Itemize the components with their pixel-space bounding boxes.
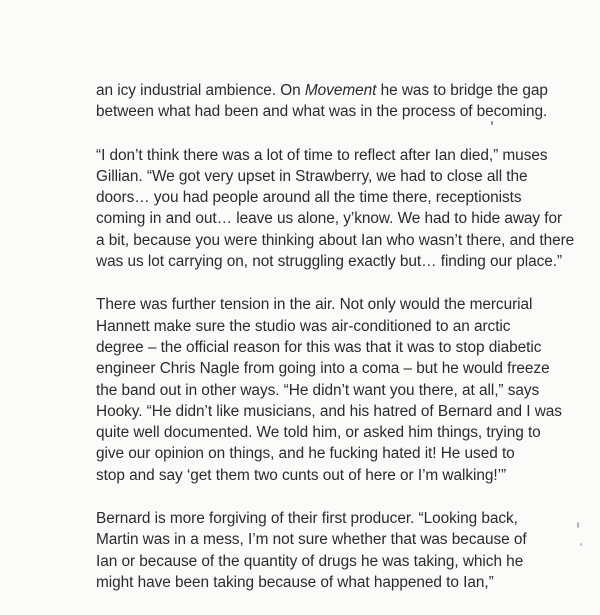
paragraph-2 — [96, 145, 575, 273]
text-line: “I don’t think there was a lot of time to reflect after Ian died,” muses — [96, 146, 548, 164]
text-line: degree – the official reason for this was that it was to stop diabetic — [96, 338, 542, 356]
paragraph-1 — [96, 80, 548, 123]
scan-speck — [577, 522, 579, 528]
text-line: Bernard is more forgiving of their first producer. “Looking back, — [96, 510, 518, 528]
text-line: the band out in other ways. “He didn’t want you there, at all,” says — [96, 381, 540, 399]
body-text — [96, 80, 575, 615]
album-title-italic: Movement — [304, 82, 377, 99]
text-line: doors… you had people around all the time there, receptionists — [96, 189, 522, 207]
text-line: Hannett make sure the studio was air-conditioned to an arctic — [96, 317, 511, 335]
text-line: Martin was in a mess, I’m not sure whether that was because of — [96, 531, 527, 549]
text-line: engineer Chris Nagle from going into a coma – but he would freeze — [96, 360, 550, 378]
text-line: There was further tension in the air. Not only would the mercurial — [96, 296, 533, 314]
text-line: coming in and out… leave us alone, y’know. We had to hide away for — [96, 210, 563, 228]
text-line: was us lot carrying on, not struggling exactly but… finding our place.” — [96, 253, 563, 271]
paragraph-3 — [96, 294, 562, 486]
text-line: Gillian. “We got very upset in Strawberry, we had to close all the — [96, 167, 528, 185]
text-line: an icy industrial ambience. On Movement he was to bridge the gap — [96, 82, 548, 99]
paragraph-4 — [96, 508, 526, 593]
text-line: stop and say ‘get them two cunts out of here or I’m walking!’” — [96, 466, 507, 484]
text-line: Ian or because of the quantity of drugs he was taking, which he — [96, 552, 524, 570]
text-line: between what had been and what was in the process of becoming. — [96, 103, 548, 121]
scan-speck — [491, 121, 493, 125]
text-line: give our opinion on things, and he fucking hated it! He used to — [96, 445, 515, 463]
text-line: a bit, because you were thinking about Ian who wasn’t there, and there — [96, 231, 575, 249]
text-line: Hooky. “He didn’t like musicians, and his hatred of Bernard and I was — [96, 402, 562, 420]
text-line: quite well documented. We told him, or asked him things, trying to — [96, 424, 541, 442]
text-line: might have been taking because of what happened to Ian,” — [96, 573, 494, 591]
scan-speck — [580, 543, 582, 546]
